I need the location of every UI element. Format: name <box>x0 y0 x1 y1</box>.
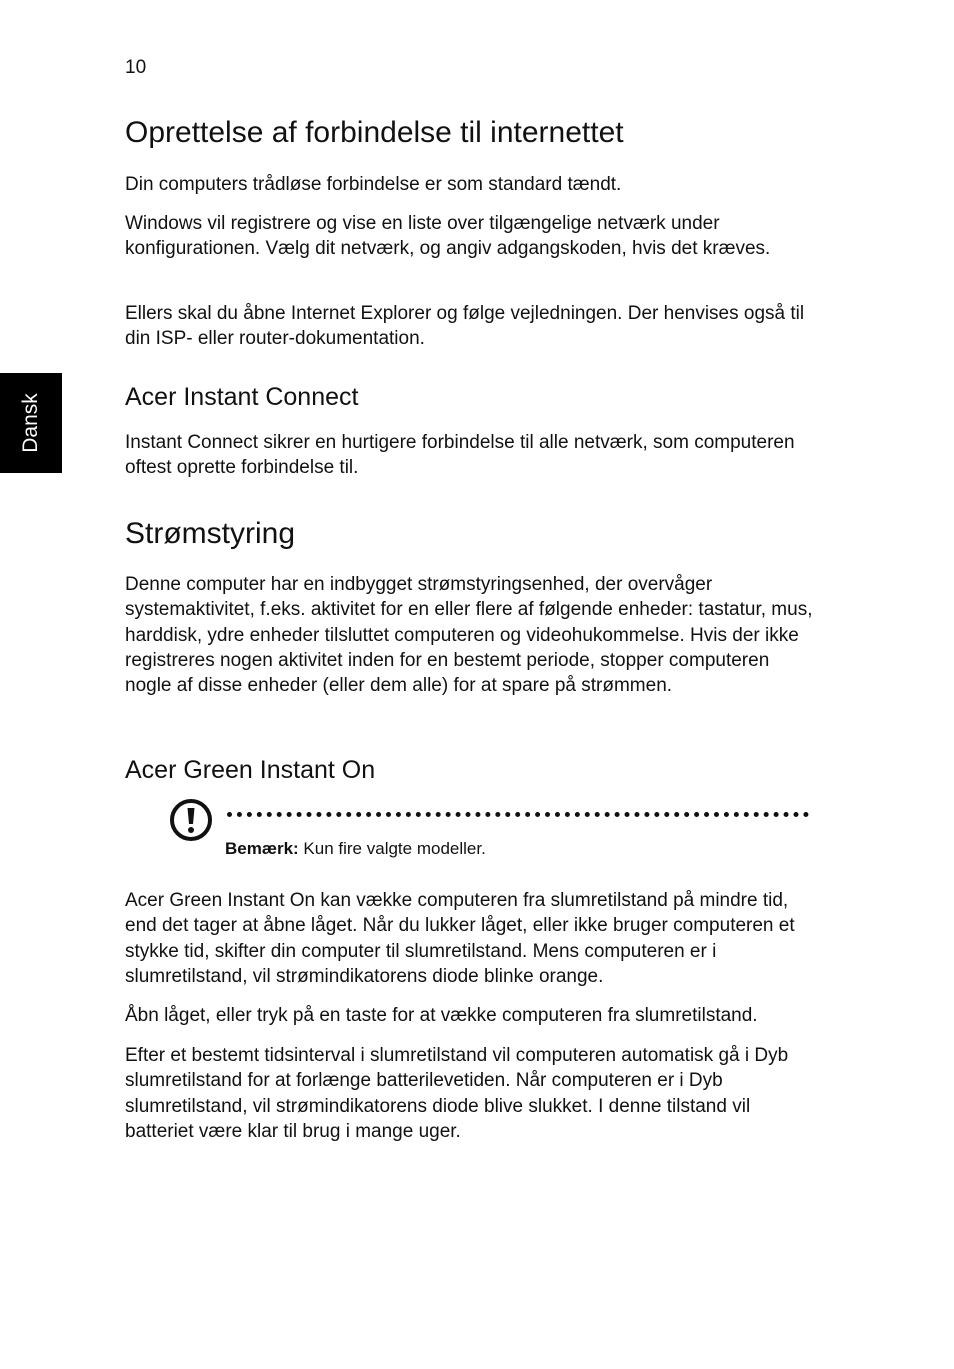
paragraph-green-1: Acer Green Instant On kan vække computeren fra slumretilstand på mindre tid, end det tager at åbne låget. Når du lukker låget, eller ikke bruger computeren et stykke tid, skifter din computer til slumretilstand. Mens computeren er i slumretilstand, vil strømindikatorens diode blinke orange. <box>125 890 795 987</box>
language-side-tab-label: Dansk <box>19 393 42 453</box>
paragraph-internet-1: Din computers trådløse forbindelse er som standard tændt. <box>125 174 622 195</box>
heading-power: Strømstyring <box>125 517 296 550</box>
heading-green-instant-on: Acer Green Instant On <box>125 756 376 784</box>
page-number: 10 <box>125 57 147 78</box>
note-dotted-rule <box>227 812 809 817</box>
heading-instant-connect: Acer Instant Connect <box>125 383 359 411</box>
paragraph-green-2: Åbn låget, eller tryk på en taste for at vække computeren fra slumretilstand. <box>125 1005 758 1026</box>
paragraph-internet-3: Ellers skal du åbne Internet Explorer og følge vejledningen. Der henvises også til din ISP- eller router-dokumentation. <box>125 303 805 350</box>
language-side-tab <box>0 373 62 473</box>
exclamation-circle-icon <box>169 798 213 842</box>
paragraph-green-3: Efter et bestemt tidsinterval i slumretilstand vil computeren automatisk gå i Dyb slumretilstand for at forlænge batterilevetiden. Når computeren er i Dyb slumretilstand, vil strømindikatorens diode blive slukket. I denne tilstand vil batteriet være klar til brug i mange uger. <box>125 1045 789 1142</box>
paragraph-instant-connect-1: Instant Connect sikrer en hurtigere forbindelse til alle netværk, som computeren oftest oprette forbindelse til. <box>125 432 795 479</box>
note-label: Bemærk: <box>225 839 299 858</box>
note-text <box>225 838 486 860</box>
note-body: Kun fire valgte modeller. <box>298 839 486 858</box>
heading-internet: Oprettelse af forbindelse til internettet <box>125 116 624 149</box>
paragraph-internet-2: Windows vil registrere og vise en liste over tilgængelige netværk under konfigurationen. Vælg dit netværk, og angiv adgangskoden, hvis det kræves. <box>125 213 771 260</box>
note-box <box>169 795 815 865</box>
paragraph-power-1: Denne computer har en indbygget strømstyringsenhed, der overvåger systemaktivitet, f.eks. aktivitet for en eller flere af følgende enheder: tastatur, mus, harddisk, ydre enheder tilsluttet computeren og videohukommelse. Hvis der ikke registreres nogen aktivitet inden for en bestemt periode, stopper computeren nogle af disse enheder (eller dem alle) for at spare på strømmen. <box>125 574 813 697</box>
